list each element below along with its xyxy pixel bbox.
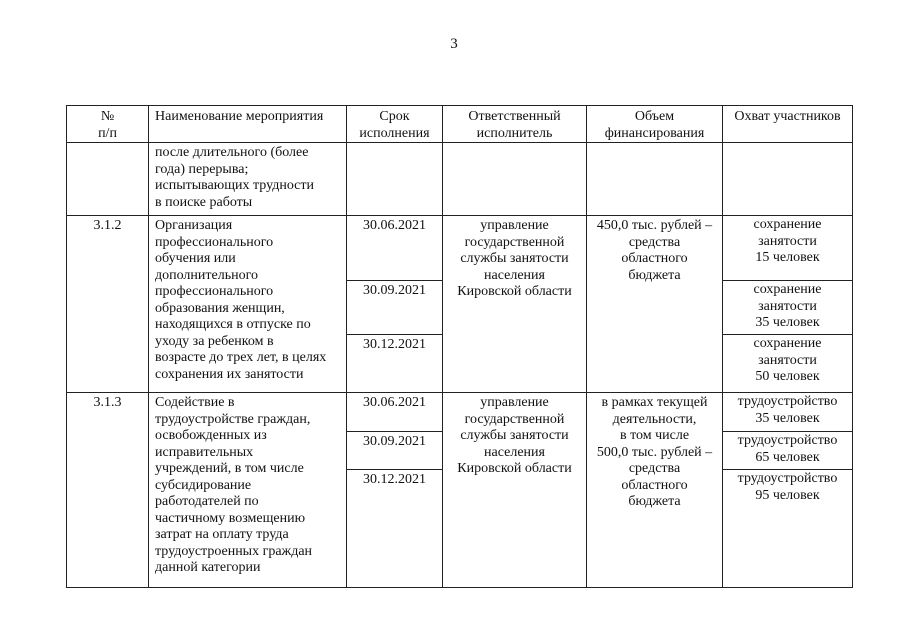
cell-term-date: 30.09.2021	[347, 432, 443, 470]
header-responsible: Ответственный исполнитель	[443, 106, 587, 143]
table-row-3-1-2	[67, 216, 853, 281]
cell-financing	[587, 143, 723, 216]
header-term: Срок исполнения	[347, 106, 443, 143]
cell-event-name: после длительного (более года) перерыва; испытывающих трудности в поиске работы	[149, 143, 347, 216]
cell-coverage: трудоустройство 65 человек	[723, 432, 853, 470]
cell-number: 3.1.3	[67, 393, 149, 588]
cell-responsible: управление государственной службы занятости населения Кировской области	[443, 216, 587, 393]
cell-coverage: сохранение занятости 50 человек	[723, 335, 853, 393]
cell-term-date: 30.12.2021	[347, 335, 443, 393]
cell-coverage: трудоустройство 95 человек	[723, 470, 853, 588]
header-financing: Объем финансирования	[587, 106, 723, 143]
cell-coverage	[723, 143, 853, 216]
table-header-row	[67, 106, 853, 143]
table-row-continuation	[67, 143, 853, 216]
cell-responsible	[443, 143, 587, 216]
cell-event-name: Организация профессионального обучения или дополнительного профессионального образования женщин, находящихся в отпуске по уходу за ребенком в возрасте до трех лет, в целях сохранения их занятости	[149, 216, 347, 393]
cell-number	[67, 143, 149, 216]
cell-term	[347, 143, 443, 216]
cell-term-date: 30.09.2021	[347, 281, 443, 335]
cell-number: 3.1.2	[67, 216, 149, 393]
cell-financing: в рамках текущей деятельности, в том числе 500,0 тыс. рублей – средства областного бюджета	[587, 393, 723, 588]
cell-financing: 450,0 тыс. рублей – средства областного бюджета	[587, 216, 723, 393]
header-number: № п/п	[67, 106, 149, 143]
cell-term-date: 30.06.2021	[347, 216, 443, 281]
cell-coverage: сохранение занятости 15 человек	[723, 216, 853, 281]
cell-event-name: Содействие в трудоустройстве граждан, освобожденных из исправительных учреждений, в том числе субсидирование работодателей по частичному возмещению затрат на оплату труда трудоустроенных граждан данной категории	[149, 393, 347, 588]
events-table	[66, 105, 853, 588]
page-number: 3	[450, 36, 458, 52]
header-coverage: Охват участников	[723, 106, 853, 143]
cell-coverage: сохранение занятости 35 человек	[723, 281, 853, 335]
cell-term-date: 30.06.2021	[347, 393, 443, 432]
header-event-name: Наименование мероприятия	[149, 106, 347, 143]
table-row-3-1-3	[67, 393, 853, 432]
cell-term-date: 30.12.2021	[347, 470, 443, 588]
cell-responsible: управление государственной службы занятости населения Кировской области	[443, 393, 587, 588]
cell-coverage: трудоустройство 35 человек	[723, 393, 853, 432]
